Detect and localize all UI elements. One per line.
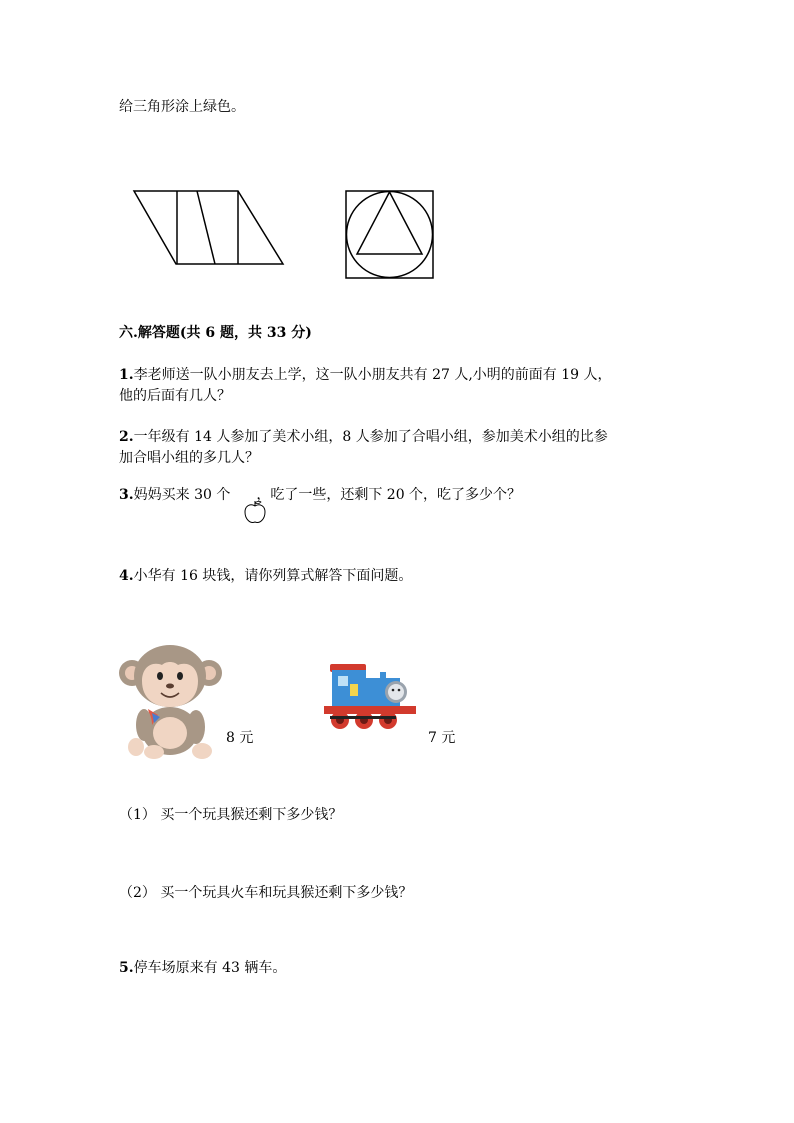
question-3-text-before: 妈妈买来 30 个 bbox=[133, 487, 231, 503]
question-4-text: 小华有 16 块钱，请你列算式解答下面问题。 bbox=[133, 568, 413, 584]
question-1-line2: 他的后面有几人？ bbox=[119, 388, 231, 404]
toy-monkey-image bbox=[118, 643, 224, 761]
apple-icon bbox=[243, 500, 267, 526]
parallelogram-figure bbox=[130, 188, 290, 268]
question-4-sub1: （1） 买一个玩具猴还剩下多少钱？ bbox=[119, 807, 343, 823]
question-1-text: 李老师送一队小朋友去上学，这一队小朋友共有 27 人,小明的前面有 19 人， bbox=[133, 367, 612, 383]
question-3-text-after: ，吃了一些，还剩下 20 个，吃了多少个？ bbox=[256, 487, 522, 503]
train-price-label: 7 元 bbox=[428, 730, 456, 746]
question-2-line1 bbox=[119, 426, 608, 448]
question-1-line1 bbox=[119, 364, 612, 386]
monkey-price-label: 8 元 bbox=[226, 730, 254, 746]
question-3-line bbox=[119, 484, 521, 506]
question-4-line bbox=[119, 565, 412, 587]
question-3-number: 3. bbox=[119, 487, 134, 503]
question-1-number: 1. bbox=[119, 367, 134, 383]
question-5-line bbox=[119, 957, 286, 979]
question-5-number: 5. bbox=[119, 960, 134, 976]
question-4-sub2: （2） 买一个玩具火车和玩具猴还剩下多少钱？ bbox=[119, 885, 413, 901]
section-heading: 六.解答题(共 6 题，共 33 分) bbox=[119, 325, 312, 341]
question-2-line2: 加合唱小组的多几人？ bbox=[119, 450, 259, 466]
toy-train-image bbox=[322, 660, 418, 738]
question-5-text: 停车场原来有 43 辆车。 bbox=[133, 960, 287, 976]
square-circle-triangle-figure bbox=[343, 188, 437, 282]
instruction-text: 给三角形涂上绿色。 bbox=[119, 99, 245, 115]
question-2-number: 2. bbox=[119, 429, 134, 445]
question-4-number: 4. bbox=[119, 568, 134, 584]
question-2-text: 一年级有 14 人参加了美术小组，8 人参加了合唱小组，参加美术小组的比参 bbox=[133, 429, 608, 445]
